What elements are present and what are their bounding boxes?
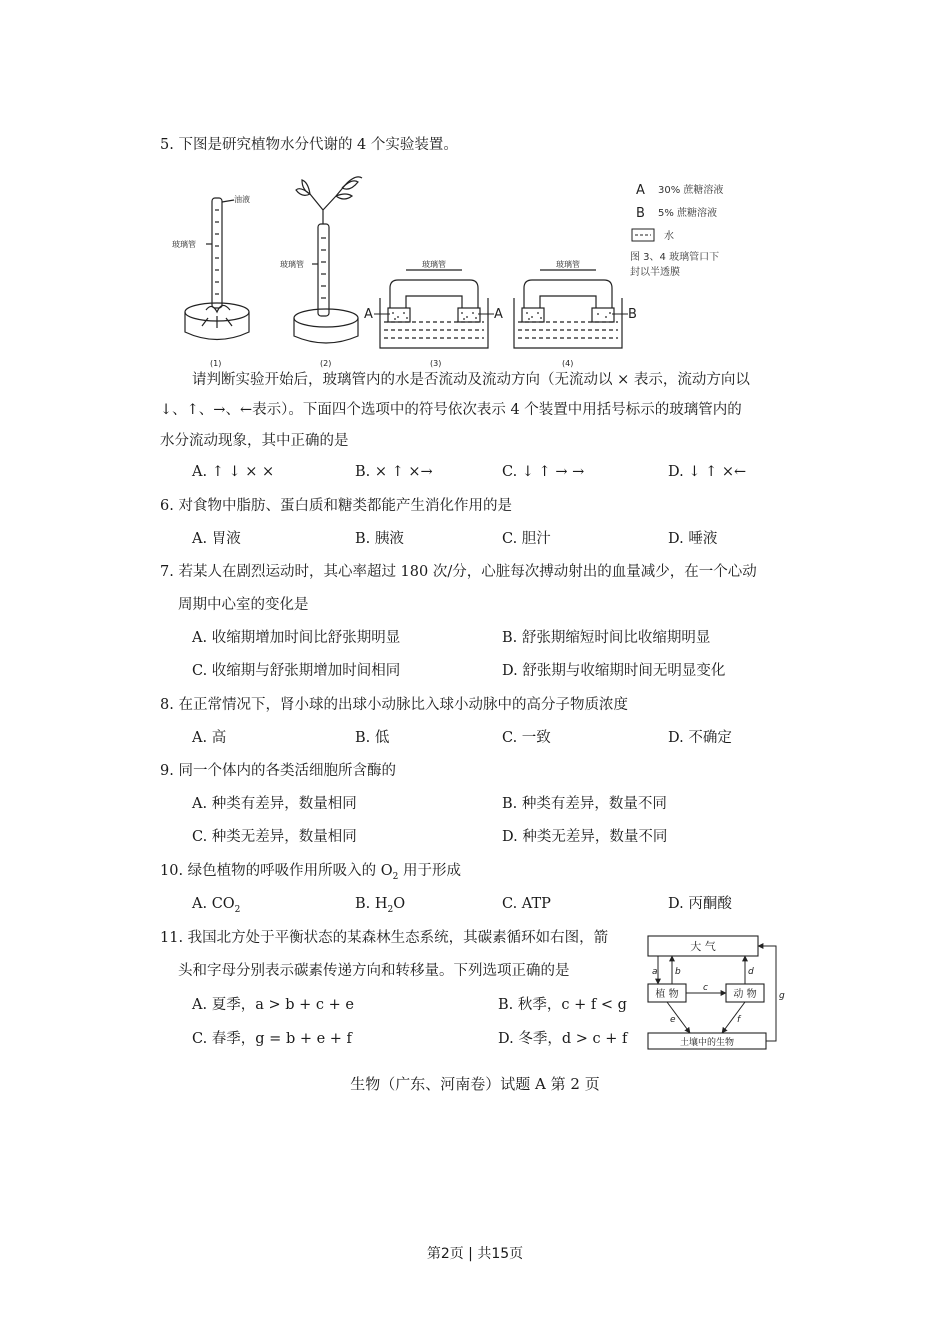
q6-option-a: A. 胃液 bbox=[192, 531, 241, 547]
legend-a-key: A bbox=[636, 183, 645, 198]
q5-desc-line2: ↓、↑、→、←表示）。下面四个选项中的符号依次表示 4 个装置中用括号标示的玻璃管内的 bbox=[160, 402, 742, 418]
legend-b-text: 5% 蔗糖溶液 bbox=[658, 208, 718, 219]
apparatus-number-3: (3) bbox=[430, 359, 442, 368]
q9-option-c: C. 种类无差异，数量相同 bbox=[192, 829, 357, 845]
q11-option-a: A. 夏季，a > b + c + e bbox=[192, 997, 354, 1013]
arrow-g bbox=[758, 946, 776, 1041]
q11-option-c: C. 春季，g = b + e + f bbox=[192, 1031, 352, 1047]
apparatus-2 bbox=[294, 177, 362, 343]
q11-option-d: D. 冬季，d > c + f bbox=[498, 1031, 628, 1047]
q8-option-b: B. 低 bbox=[355, 730, 390, 746]
q8-option-a: A. 高 bbox=[192, 730, 227, 746]
apparatus-4 bbox=[514, 270, 622, 348]
glass-tube-label-3: 玻璃管 bbox=[422, 260, 446, 269]
q10-option-b: B. $H_2O$ bbox=[355, 896, 406, 915]
q5-desc-line1: 请判断实验开始后，玻璃管内的水是否流动及流动方向（无流动以 × 表示，流动方向以 bbox=[192, 372, 750, 388]
q5-stem: 5. 下图是研究植物水分代谢的 4 个实验装置。 bbox=[160, 137, 458, 153]
q9-option-d: D. 种类无差异，数量不同 bbox=[502, 829, 668, 845]
apparatus-number-4: (4) bbox=[562, 359, 574, 368]
q8-option-d: D. 不确定 bbox=[668, 730, 732, 746]
label-a-left: A bbox=[364, 307, 373, 322]
label-d: d bbox=[748, 967, 754, 977]
glass-tube-label-4: 玻璃管 bbox=[556, 260, 580, 269]
label-f: f bbox=[737, 1015, 741, 1025]
q5-option-c: C. ↓ ↑ → → bbox=[502, 464, 585, 480]
soil-label: 土壤中的生物 bbox=[679, 1038, 735, 1048]
q11-stem-line2: 头和字母分别表示碳素传递方向和转移量。下列选项正确的是 bbox=[178, 963, 570, 979]
q6-option-c: C. 胆汁 bbox=[502, 531, 551, 547]
label-b: B bbox=[628, 307, 637, 322]
label-g: g bbox=[779, 991, 785, 1001]
label-a: a bbox=[652, 967, 658, 977]
animal-label: 动 物 bbox=[733, 989, 757, 1000]
q10-stem: 10. 绿色植物的呼吸作用所吸入的 $O_2$ 用于形成 bbox=[160, 863, 462, 882]
legend-note-line1: 图 3、4 玻璃管口下 bbox=[630, 252, 720, 263]
legend-water-text: 水 bbox=[664, 231, 674, 242]
label-b: b bbox=[675, 967, 681, 977]
apparatus-number-2: (2) bbox=[320, 359, 332, 368]
legend-a-text: 30% 蔗糖溶液 bbox=[658, 185, 724, 196]
q7-option-b: B. 舒张期缩短时间比收缩期明显 bbox=[502, 630, 711, 646]
apparatus-3 bbox=[380, 270, 488, 348]
glass-tube-label-1: 玻璃管 bbox=[172, 240, 196, 249]
legend-b-key: B bbox=[636, 206, 645, 221]
q9-stem: 9. 同一个体内的各类活细胞所含酶的 bbox=[160, 763, 396, 779]
q5-option-a: A. ↑ ↓ × × bbox=[192, 464, 275, 480]
glass-tube-label-2: 玻璃管 bbox=[280, 260, 304, 269]
atmosphere-label: 大 气 bbox=[690, 940, 716, 953]
plant-label: 植 物 bbox=[655, 989, 679, 1000]
label-a-right: A bbox=[494, 307, 503, 322]
legend-note-line2: 封以半透膜 bbox=[630, 267, 680, 278]
q10-option-a: A. $CO_2$ bbox=[192, 896, 241, 915]
q10-option-d: D. 丙酮酸 bbox=[668, 896, 732, 912]
page-number: 第2页 | 共15页 bbox=[426, 1246, 524, 1262]
exam-page-footer: 生物（广东、河南卷）试题 A 第 2 页 bbox=[350, 1075, 600, 1093]
label-e: e bbox=[670, 1015, 676, 1025]
apparatus-1 bbox=[185, 198, 249, 340]
q7-stem-line2: 周期中心室的变化是 bbox=[178, 597, 309, 613]
q11-option-b: B. 秋季，c + f < g bbox=[498, 997, 627, 1013]
q8-stem: 8. 在正常情况下，肾小球的出球小动脉比入球小动脉中的高分子物质浓度 bbox=[160, 697, 628, 713]
q9-option-a: A. 种类有差异，数量相同 bbox=[192, 796, 357, 812]
apparatus-number-1: (1) bbox=[210, 359, 222, 368]
label-c: c bbox=[703, 983, 708, 993]
q5-desc-line3: 水分流动现象，其中正确的是 bbox=[160, 433, 349, 449]
oil-label: 油液 bbox=[234, 195, 250, 204]
q6-option-b: B. 胰液 bbox=[355, 531, 404, 547]
q5-figure bbox=[168, 172, 768, 372]
q6-option-d: D. 唾液 bbox=[668, 531, 718, 547]
q7-stem: 7. 若某人在剧烈运动时，其心率超过 180 次/分，心脏每次搏动射出的血量减少，在一个心动 bbox=[160, 564, 757, 580]
q8-option-c: C. 一致 bbox=[502, 730, 551, 746]
carbon-cycle-diagram bbox=[640, 930, 790, 1055]
q7-option-d: D. 舒张期与收缩期时间无明显变化 bbox=[502, 663, 726, 679]
q9-option-b: B. 种类有差异，数量不同 bbox=[502, 796, 667, 812]
q6-stem: 6. 对食物中脂肪、蛋白质和糖类都能产生消化作用的是 bbox=[160, 498, 512, 514]
arrow-f bbox=[722, 1002, 745, 1033]
q5-option-d: D. ↓ ↑ ×← bbox=[668, 464, 747, 480]
q11-stem: 11. 我国北方处于平衡状态的某森林生态系统，其碳素循环如右图，箭 bbox=[160, 930, 609, 946]
q10-option-c: C. ATP bbox=[502, 896, 551, 912]
q5-option-b: B. × ↑ ×→ bbox=[355, 464, 433, 480]
q7-option-a: A. 收缩期增加时间比舒张期明显 bbox=[192, 630, 401, 646]
q7-option-c: C. 收缩期与舒张期增加时间相同 bbox=[192, 663, 401, 679]
